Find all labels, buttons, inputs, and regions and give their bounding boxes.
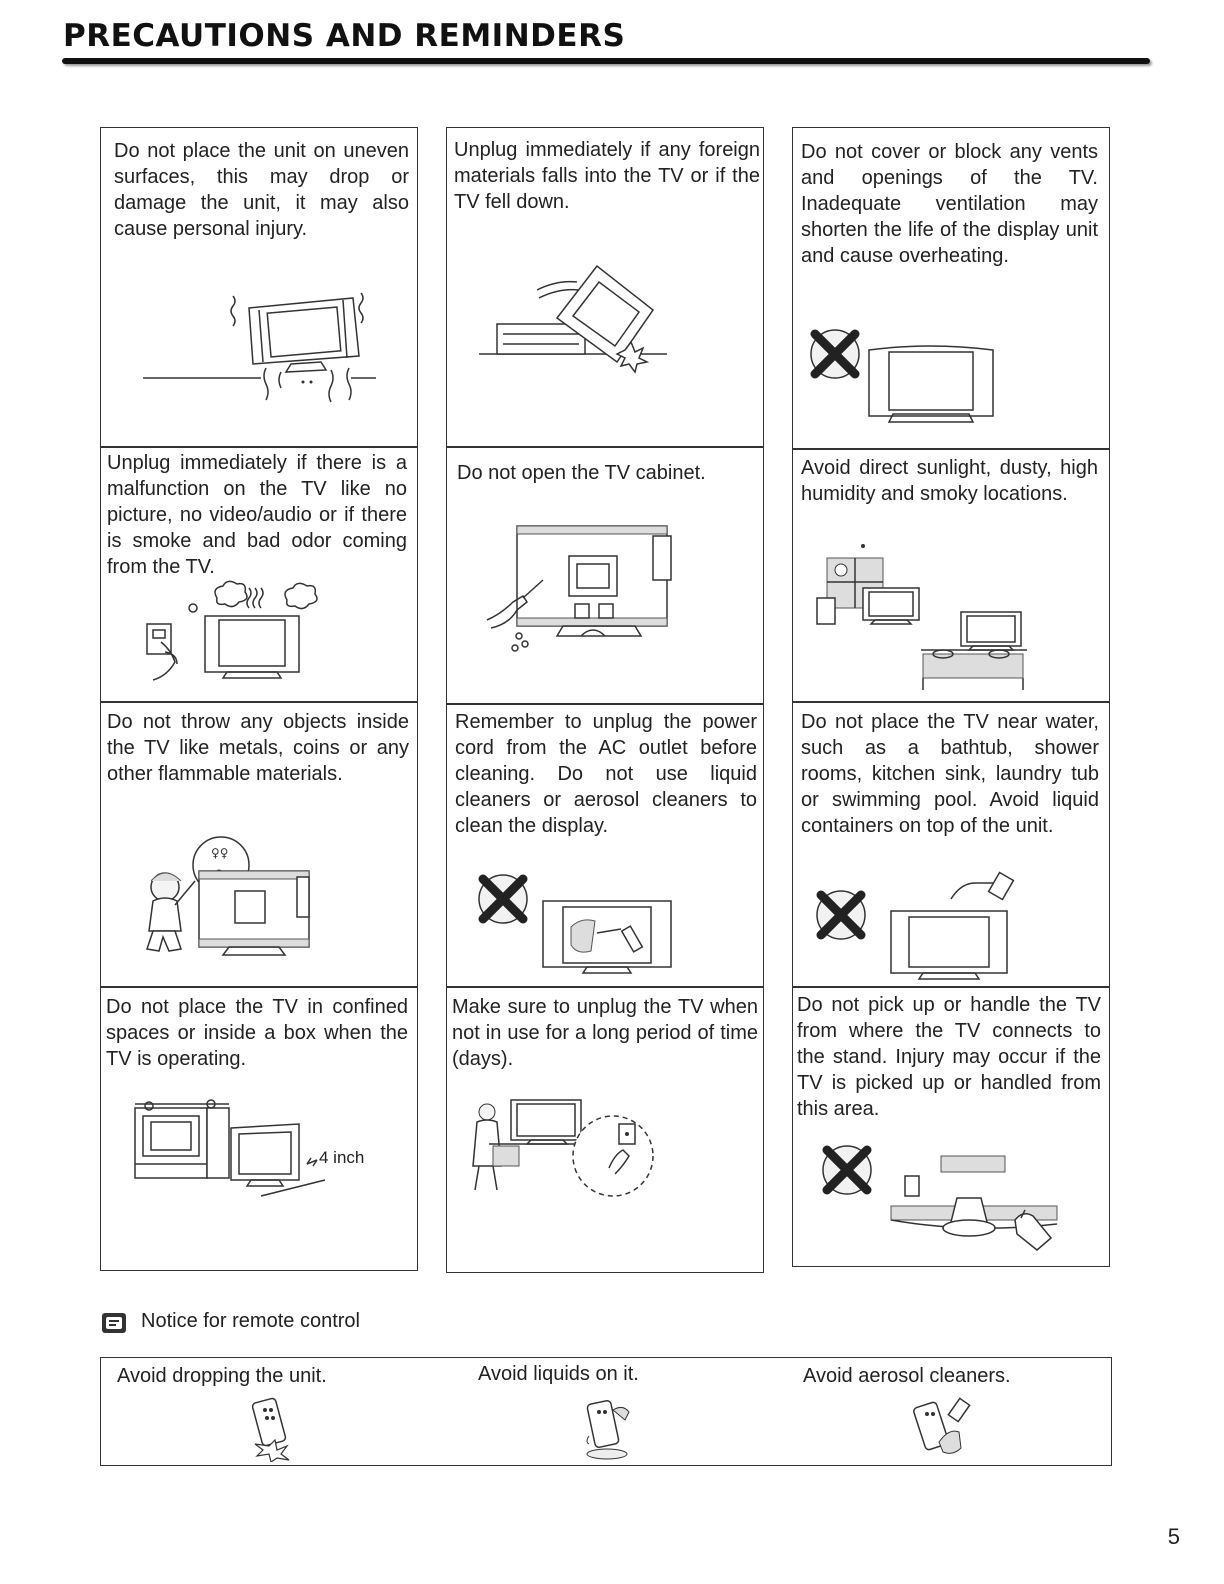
precaution-text: Remember to unplug the power cord from the AC outlet before cleaning. Do not use liquid cleaners or aerosol cleaners to clean the display. (455, 711, 757, 837)
smoking-tv-unplug-illustration (137, 578, 377, 688)
precaution-cell-objects (100, 702, 418, 987)
remote-notice-label: Notice for remote control (141, 1310, 360, 1332)
remote-notice-icon (101, 1312, 127, 1334)
precaution-text: Avoid direct sunlight, dusty, high humidity and smoky locations. (801, 457, 1098, 505)
remote-aerosol-icon (913, 1396, 973, 1462)
precaution-cell-cleaning (446, 704, 764, 987)
page-number: 5 (1167, 1524, 1180, 1549)
precaution-cell-cabinet (446, 447, 764, 704)
precaution-cell-uneven-surface (100, 127, 418, 447)
precaution-cell-sunlight (792, 449, 1110, 702)
remote-dropped-icon (241, 1396, 301, 1462)
remote-notice-box (100, 1357, 1112, 1466)
tv-fallen-illustration (477, 258, 697, 378)
precaution-text: Do not place the unit on uneven surfaces, this may drop or damage the unit, it may also cause personal injury. (114, 140, 409, 240)
title-underline (62, 58, 1150, 64)
precaution-text: Make sure to unplug the TV when not in use for a long period of time (days). (452, 996, 758, 1070)
sunlight-kitchen-illustration (811, 538, 1051, 698)
clearance-callout: 4 inch (319, 1148, 365, 1167)
precaution-cell-unplug-fallen (446, 127, 764, 447)
covered-tv-prohibited-illustration (801, 326, 1021, 436)
svg-text:♀♀: ♀♀ (211, 846, 229, 860)
liquid-on-tv-prohibited-illustration (811, 871, 1041, 981)
open-cabinet-illustration (485, 520, 725, 660)
precaution-text: Do not throw any objects inside the TV like metals, coins or any other flammable materials. (107, 711, 409, 785)
precaution-text: Do not pick up or handle the TV from where the TV connects to the stand. Injury may occur if the TV is picked up or handled from this area. (797, 994, 1101, 1120)
remote-notice-item-drop: Avoid dropping the unit. (117, 1365, 327, 1387)
precaution-text: Do not place the TV in confined spaces or inside a box when the TV is operating. (106, 996, 408, 1070)
precaution-text: Do not place the TV near water, such as a bathtub, shower rooms, kitchen sink, laundry tub or swimming pool. Avoid liquid containers on top of the unit. (801, 711, 1099, 837)
precaution-text: Do not open the TV cabinet. (457, 462, 706, 484)
remote-liquid-icon (579, 1396, 639, 1462)
precaution-cell-water (792, 702, 1110, 987)
page-title: PRECAUTIONS AND REMINDERS (63, 18, 626, 54)
handling-stand-prohibited-illustration (811, 1136, 1061, 1266)
precaution-cell-confined (100, 987, 418, 1271)
precaution-cell-stand-handling (792, 987, 1110, 1267)
remote-notice-item-aerosol: Avoid aerosol cleaners. (803, 1365, 1011, 1387)
traveler-unplug-illustration (459, 1096, 689, 1216)
precaution-cell-vents (792, 127, 1110, 449)
child-throwing-objects-illustration (137, 833, 377, 983)
precaution-text: Unplug immediately if there is a malfunction on the TV like no picture, no video/audio or if there is smoke and bad odor coming from the TV. (107, 452, 407, 578)
precaution-cell-long-absence (446, 987, 764, 1273)
precaution-cell-malfunction (100, 447, 418, 702)
aerosol-cleaning-prohibited-illustration (475, 871, 715, 981)
precaution-text: Do not cover or block any vents and openings of the TV. Inadequate ventilation may shorten the life of the display unit and cause overheating. (801, 141, 1098, 267)
remote-notice-item-liquid: Avoid liquids on it. (478, 1363, 639, 1385)
precaution-text: Unplug immediately if any foreign materials falls into the TV or if the TV fell down. (454, 139, 760, 213)
tv-on-uneven-surface-illustration (141, 288, 391, 408)
